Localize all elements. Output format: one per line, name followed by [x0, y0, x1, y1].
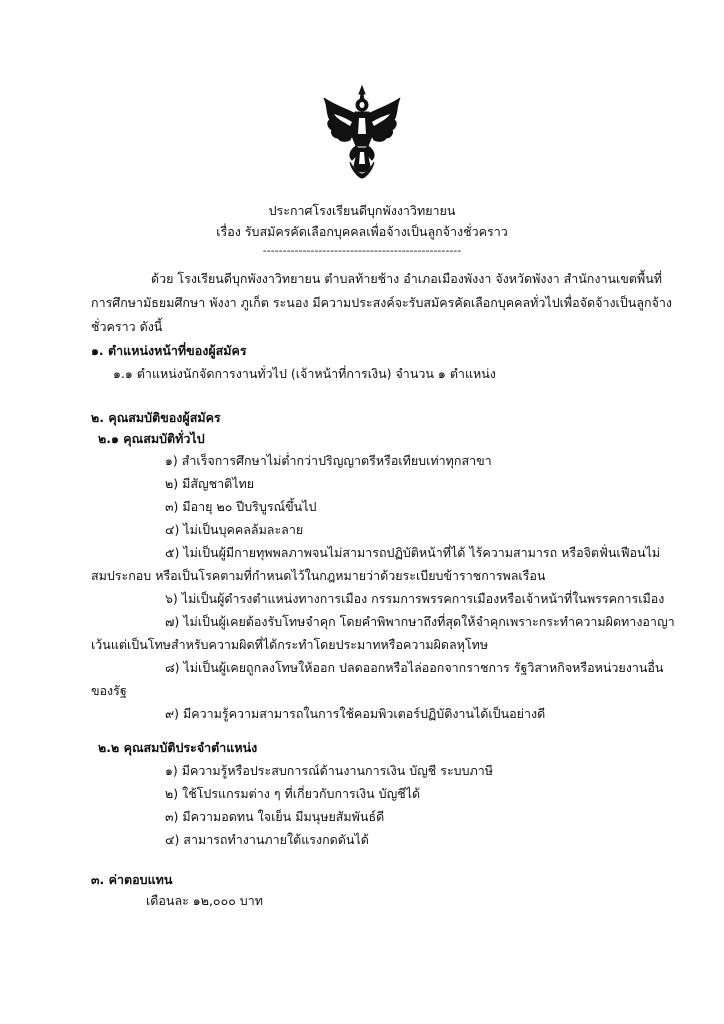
intro-line-2: การศึกษามัธยมศึกษา พังงา ภูเก็ต ระนอง มีความประสงค์จะรับสมัครคัดเลือกบุคคลทั่วไปเพื่อจัดจ้างเป็นลูกจ้าง [91, 295, 672, 310]
position-item: ๒) ใช้โปรแกรมต่าง ๆ ที่เกี่ยวกับการเงิน บัญชีได้ [165, 786, 421, 801]
general-item-continuation: สมประกอบ หรือเป็นโรคตามที่กำหนดไว้ในกฎหมายว่าด้วยระเบียบข้าราชการพลเรือน [91, 568, 546, 583]
general-item: ๑) สำเร็จการศึกษาไม่ต่ำกว่าปริญญาตรีหรือเทียบเท่าทุกสาขา [165, 453, 492, 468]
announcement-title: ประกาศโรงเรียนดีบุกพังงาวิทยายน [268, 203, 456, 218]
general-item: ๙) มีความรู้ความสามารถในการใช้คอมพิวเตอร์ปฏิบัติงานได้เป็นอย่างดี [165, 706, 546, 721]
garuda-emblem-icon [322, 84, 402, 180]
intro-line-3: ชั่วคราว ดังนี้ [91, 319, 163, 334]
position-item: ๓) มีความอดทน ใจเย็น มีมนุษยสัมพันธ์ดี [165, 809, 385, 824]
header-separator: -------------------------------------------------- [262, 244, 462, 257]
announcement-subject: เรื่อง รับสมัครคัดเลือกบุคคลเพื่อจ้างเป็นลูกจ้างชั่วคราว [216, 224, 508, 239]
section-1-item: ๑.๑ ตำแหน่งนักจัดการงานทั่วไป (เจ้าหน้าที่การเงิน) จำนวน ๑ ตำแหน่ง [113, 366, 496, 381]
compensation-line: เดือนละ ๑๒,๐๐๐ บาท [146, 893, 263, 908]
position-item: ๑) มีความรู้หรือประสบการณ์ด้านงานการเงิน บัญชี ระบบภาษี [165, 763, 494, 778]
section-2-heading: ๒. คุณสมบัติของผู้สมัคร [91, 410, 221, 425]
general-item-continuation: เว้นแต่เป็นโทษสำหรับความผิดที่ได้กระทำโดยประมาทหรือความผิดลหุโทษ [91, 637, 489, 652]
general-qualifications-heading: ๒.๑ คุณสมบัติทั่วไป [98, 431, 205, 446]
section-3-heading: ๓. ค่าตอบแทน [91, 872, 173, 887]
general-item: ๖) ไม่เป็นผู้ดำรงตำแหน่งทางการเมือง กรรมการพรรคการเมืองหรือเจ้าหน้าที่ในพรรคการเมือง [165, 591, 665, 606]
general-item: ๘) ไม่เป็นผู้เคยถูกลงโทษให้ออก ปลดออกหรือไล่ออกจากราชการ รัฐวิสาหกิจหรือหน่วยงานอื่น [165, 660, 664, 675]
position-qualifications-heading: ๒.๒ คุณสมบัติประจำตำแหน่ง [98, 740, 258, 755]
intro-line-1: ด้วย โรงเรียนดีบุกพังงาวิทยายน ตำบลท้ายช้าง อำเภอเมืองพังงา จังหวัดพังงา สำนักงานเขตพื้นที่ [151, 271, 662, 286]
general-item: ๔) ไม่เป็นบุคคลล้มละลาย [165, 522, 304, 537]
position-item: ๔) สามารถทำงานภายใต้แรงกดดันได้ [165, 832, 369, 847]
general-item: ๕) ไม่เป็นผู้มีกายทุพพลภาพจนไม่สามารถปฏิบัติหน้าที่ได้ ไร้ความสามารถ หรือจิตฟั่นเฟือนไม่ [165, 545, 661, 560]
general-item-continuation: ของรัฐ [91, 683, 127, 698]
section-1-heading: ๑. ตำแหน่งหน้าที่ของผู้สมัคร [91, 343, 247, 358]
general-item: ๗) ไม่เป็นผู้เคยต้องรับโทษจำคุก โดยคำพิพากษาถึงที่สุดให้จำคุกเพราะกระทำความผิดทางอาญา [165, 614, 675, 629]
general-item: ๓) มีอายุ ๒๐ ปีบริบูรณ์ขึ้นไป [165, 499, 317, 514]
general-item: ๒) มีสัญชาติไทย [165, 476, 255, 491]
